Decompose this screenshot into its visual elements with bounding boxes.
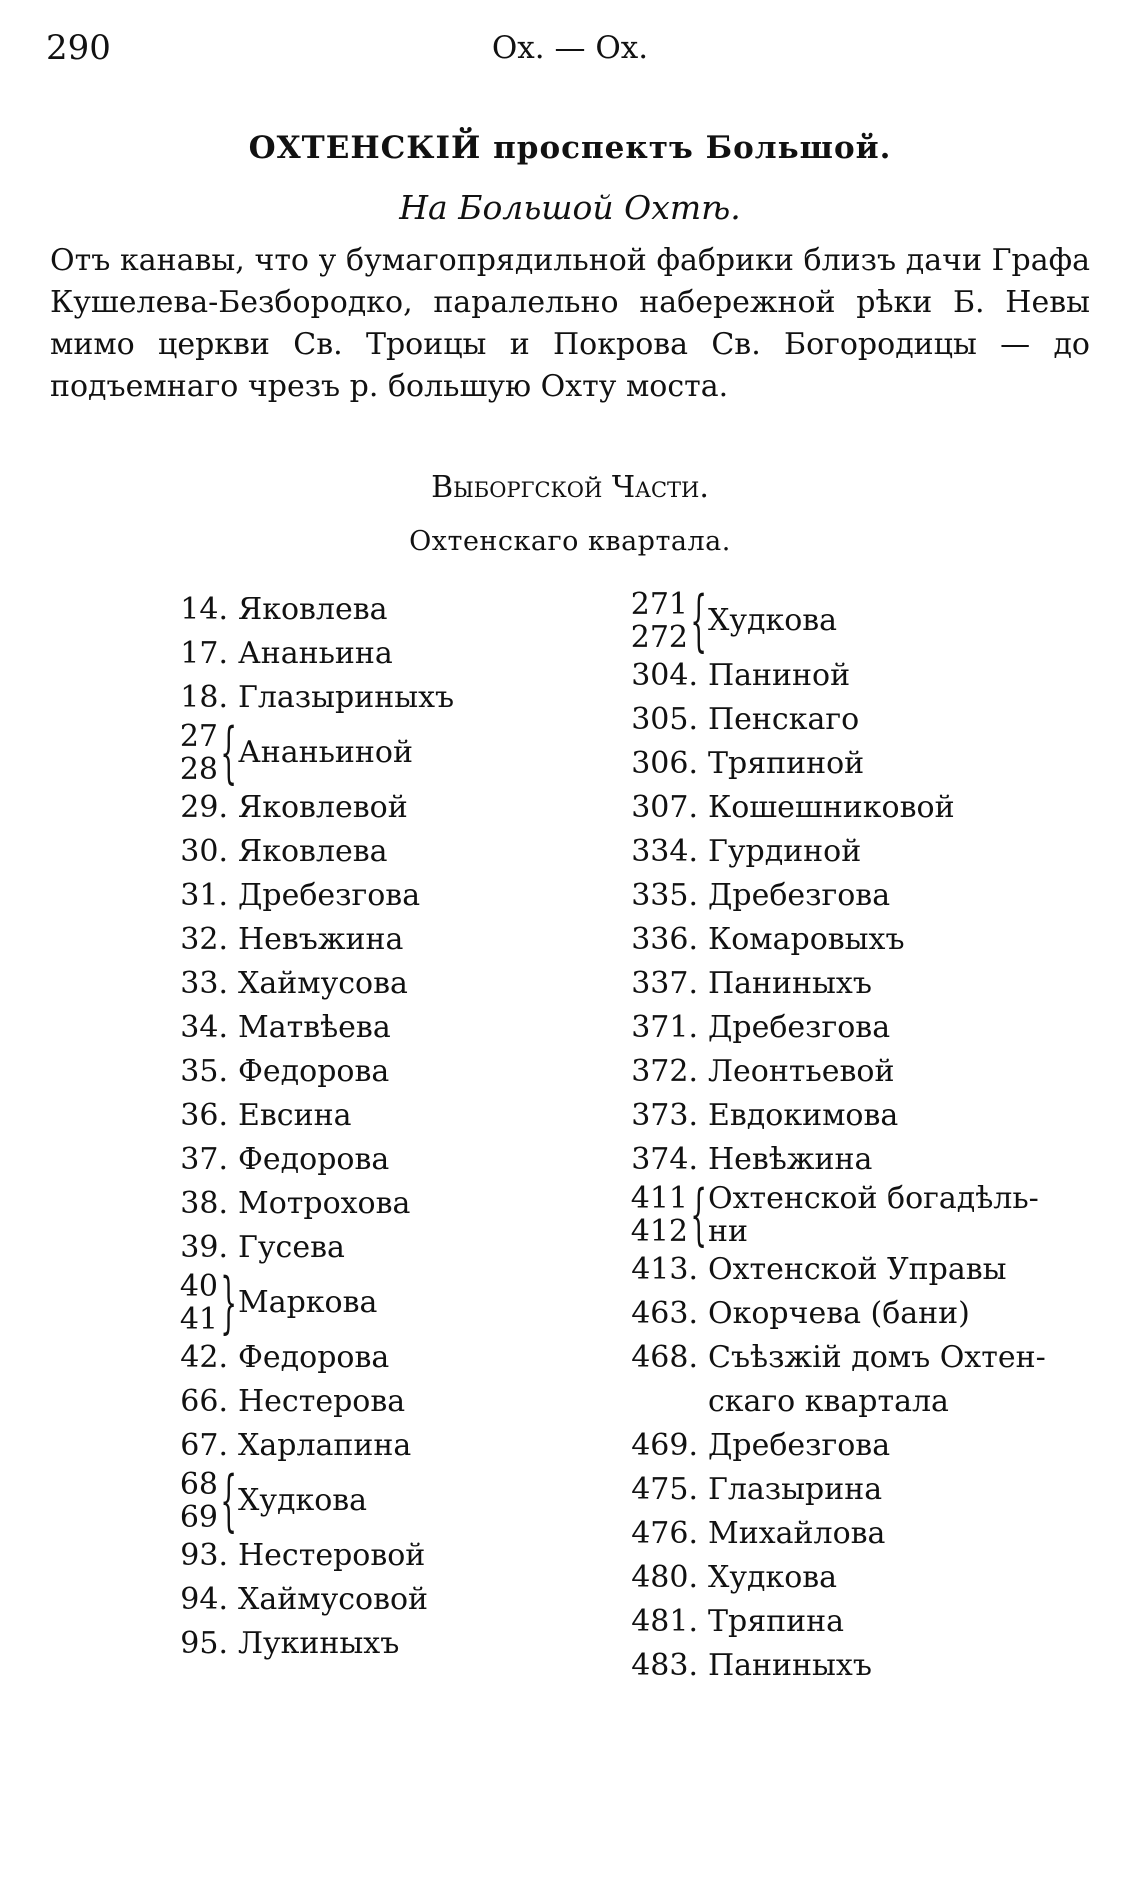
house-number: 28 (179, 752, 218, 787)
list-item (166, 1050, 586, 1094)
house-number: 32. (180, 922, 228, 957)
house-number: 372. (631, 1054, 698, 1089)
owner-name: Дребезгова (708, 1010, 891, 1045)
house-number: 373. (631, 1098, 698, 1133)
list-item (166, 1622, 586, 1666)
owner-name: Паниныхъ (708, 1648, 872, 1683)
house-number: 371. (631, 1010, 698, 1045)
house-number: 30. (180, 834, 228, 869)
owner-name: Матвѣева (238, 1010, 391, 1045)
house-number: 336. (631, 922, 698, 957)
owner-name: Хаймусова (238, 966, 408, 1001)
list-item (166, 918, 586, 962)
house-number: 67. (180, 1428, 228, 1463)
house-number: 272 (630, 620, 688, 655)
owner-name: Дребезгова (238, 878, 421, 913)
list-item (606, 1468, 1096, 1512)
list-item (166, 1006, 586, 1050)
list-item (606, 874, 1096, 918)
house-number: 93. (180, 1538, 228, 1573)
owner-name: Яковлева (238, 592, 388, 627)
list-item (606, 1424, 1096, 1468)
list-item (606, 918, 1096, 962)
list-item (606, 1512, 1096, 1556)
grouped-list-item (166, 1264, 586, 1341)
house-number: 337. (631, 966, 698, 1001)
house-number: 306. (631, 746, 698, 781)
owner-name-line: ни (708, 1214, 748, 1249)
owner-name: Пенскаго (708, 702, 860, 737)
list-item (166, 632, 586, 676)
owner-name: Дребезгова (708, 878, 891, 913)
house-number: 31. (180, 878, 228, 913)
house-number: 18. (180, 680, 228, 715)
owner-name: Дребезгова (708, 1428, 891, 1463)
house-number: 480. (631, 1560, 698, 1595)
list-item (166, 1380, 586, 1424)
house-number-group (166, 1270, 218, 1336)
house-number: 481. (631, 1604, 698, 1639)
owner-name: Леонтьевой (708, 1054, 895, 1089)
list-item (606, 654, 1096, 698)
list-item (166, 588, 586, 632)
house-number: 29. (180, 790, 228, 825)
owner-name: Кошешниковой (708, 790, 955, 825)
list-item (606, 786, 1096, 830)
house-number: 412 (630, 1214, 688, 1249)
house-number: 469. (631, 1428, 698, 1463)
house-number: 374. (631, 1142, 698, 1177)
right-column (606, 582, 1096, 1688)
brace-icon: { (220, 714, 237, 791)
house-number: 17. (180, 636, 228, 671)
list-item (606, 1094, 1096, 1138)
house-number: 66. (180, 1384, 228, 1419)
brace-icon: } (220, 1264, 237, 1341)
list-item (606, 1138, 1096, 1182)
owner-name: Паниной (708, 658, 851, 693)
list-item (606, 830, 1096, 874)
owner-name: Мотрохова (238, 1186, 411, 1221)
owner-name: Михайлова (708, 1516, 886, 1551)
house-number-group (166, 720, 218, 786)
house-number: 27 (179, 719, 218, 754)
owner-name: Съѣзжій домъ Охтен- (708, 1340, 1046, 1375)
owner-name: Яковлевой (238, 790, 408, 825)
left-column (166, 588, 586, 1666)
house-number: 40 (179, 1269, 218, 1304)
owner-name: Комаровыхъ (708, 922, 905, 957)
list-item (606, 1644, 1096, 1688)
page-number: 290 (46, 28, 111, 68)
list-item (606, 1050, 1096, 1094)
list-item (606, 698, 1096, 742)
house-number: 475. (631, 1472, 698, 1507)
owner-name: Ананьина (238, 636, 393, 671)
owner-name: Гусева (238, 1230, 345, 1265)
house-number: 476. (631, 1516, 698, 1551)
house-number: 413. (631, 1252, 698, 1287)
house-number: 271 (630, 587, 688, 622)
house-number: 95. (180, 1626, 228, 1661)
owner-name: Окорчева (бани) (708, 1296, 970, 1331)
list-item (166, 1182, 586, 1226)
owner-name: Глазыриныхъ (238, 680, 455, 715)
house-number: 68 (179, 1467, 218, 1502)
owner-name: Паниныхъ (708, 966, 872, 1001)
list-item (606, 1336, 1096, 1380)
list-item (606, 962, 1096, 1006)
owner-name: Тряпина (708, 1604, 845, 1639)
house-number: 33. (180, 966, 228, 1001)
owner-name: Невѣжина (708, 1142, 873, 1177)
owner-name: Ананьиной (238, 735, 413, 770)
list-item (166, 1138, 586, 1182)
owner-name: Охтенской Управы (708, 1252, 1007, 1287)
brace-icon: { (690, 582, 707, 659)
house-number: 94. (180, 1582, 228, 1617)
house-number: 14. (180, 592, 228, 627)
list-item (606, 1006, 1096, 1050)
brace-icon: { (690, 1176, 707, 1253)
list-item (606, 1248, 1096, 1292)
house-number-group (606, 1182, 688, 1248)
owner-name: Маркова (238, 1285, 378, 1320)
grouped-list-item (166, 1462, 586, 1539)
house-number: 41 (179, 1302, 218, 1337)
house-number: 483. (631, 1648, 698, 1683)
owner-name: Евсина (238, 1098, 352, 1133)
house-number: 304. (631, 658, 698, 693)
owner-name: Нестеровой (238, 1538, 426, 1573)
owner-name: Харлапина (238, 1428, 412, 1463)
grouped-list-item (166, 714, 586, 791)
house-number-group (166, 1468, 218, 1534)
owner-name: Невъжина (238, 922, 404, 957)
house-number: 39. (180, 1230, 228, 1265)
list-item (166, 962, 586, 1006)
house-number: 37. (180, 1142, 228, 1177)
grouped-list-item (606, 1176, 1096, 1253)
house-number: 468. (631, 1340, 698, 1375)
list-item (606, 1556, 1096, 1600)
street-subtitle: На Большой Охтѣ. (399, 188, 741, 227)
brace-icon: { (220, 1462, 237, 1539)
street-description: Отъ канавы, что у бумагопрядильной фабрики близъ дачи Графа Кушелева-Безбородко, паралельно набережной рѣки Б. Невы мимо церкви Св. Троицы и Покрова Св. Богородицы — до подъемнаго чрезъ р. большую Охту моста. (50, 243, 1090, 404)
street-title: ОХТЕНСКІЙ проспектъ Большой. (248, 130, 892, 166)
section-quarter-heading: Охтенскаго квартала. (409, 526, 731, 557)
house-number: 335. (631, 878, 698, 913)
house-number: 411 (630, 1181, 688, 1216)
house-number-group (606, 588, 688, 654)
grouped-list-item (606, 582, 1096, 659)
list-item (166, 1336, 586, 1380)
section-part-heading: Выборгской Части. (431, 470, 709, 505)
list-item (606, 1292, 1096, 1336)
owner-name: Федорова (238, 1054, 390, 1089)
list-item (166, 1094, 586, 1138)
list-item (166, 874, 586, 918)
owner-name: Яковлева (238, 834, 388, 869)
owner-name: Гурдиной (708, 834, 862, 869)
owner-name: Евдокимова (708, 1098, 899, 1133)
house-number: 42. (180, 1340, 228, 1375)
owner-name: Лукиныхъ (238, 1626, 400, 1661)
owner-name-continuation: скаго квартала (708, 1384, 949, 1419)
owner-name: Хаймусовой (238, 1582, 429, 1617)
owner-name-line: Охтенской богадѣль- (708, 1181, 1039, 1216)
list-item (166, 1534, 586, 1578)
owner-name (700, 1182, 1039, 1248)
running-head: Ох. — Ох. (491, 30, 649, 66)
house-number: 463. (631, 1296, 698, 1331)
list-item (606, 742, 1096, 786)
list-item (166, 786, 586, 830)
owner-name: Худкова (238, 1483, 368, 1518)
house-number: 35. (180, 1054, 228, 1089)
list-item (166, 1578, 586, 1622)
house-number: 36. (180, 1098, 228, 1133)
house-number: 307. (631, 790, 698, 825)
house-number: 69 (179, 1500, 218, 1535)
list-item-continuation (606, 1380, 1096, 1424)
owner-name: Федорова (238, 1142, 390, 1177)
house-number: 334. (631, 834, 698, 869)
list-item (166, 830, 586, 874)
owner-name: Худкова (708, 603, 838, 638)
house-number: 38. (180, 1186, 228, 1221)
house-number: 34. (180, 1010, 228, 1045)
owner-name: Худкова (708, 1560, 838, 1595)
owner-name: Глазырина (708, 1472, 883, 1507)
list-item (606, 1600, 1096, 1644)
owner-name: Нестерова (238, 1384, 406, 1419)
owner-name: Тряпиной (708, 746, 865, 781)
owner-name: Федорова (238, 1340, 390, 1375)
house-number: 305. (631, 702, 698, 737)
